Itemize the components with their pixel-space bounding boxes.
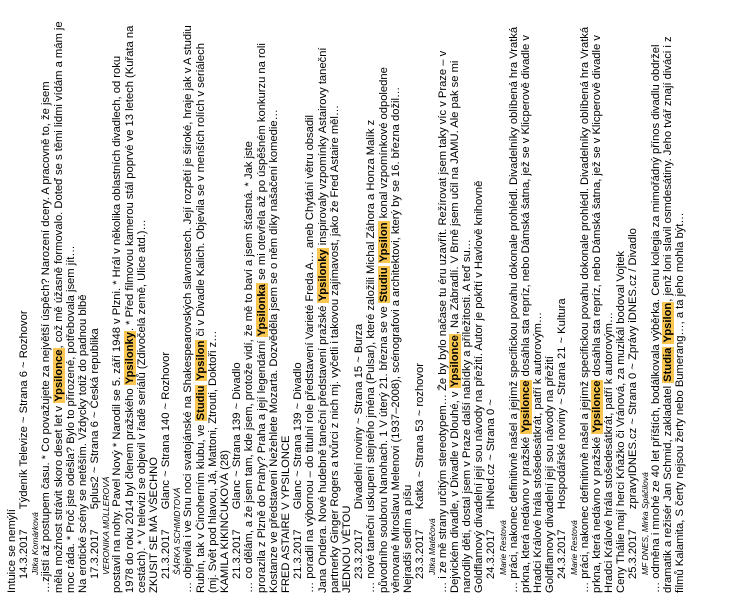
excerpt-line [111, 14, 123, 593]
excerpt-line [378, 14, 390, 593]
article-date: 21.3.2017 [231, 529, 244, 579]
excerpt-text: prkna, která nedávno v pražské [590, 433, 603, 593]
excerpt-line [268, 14, 280, 593]
excerpt-line [402, 14, 414, 593]
highlighted-keyword: Ypsilon [194, 340, 207, 381]
excerpt-text: , což mě úžasně formovalo. Doteď se s těmi lidmi vídám a mám je [52, 21, 65, 349]
article-date: 17.3.2017 [89, 529, 102, 579]
excerpt-text: (mj. Svět pod hlavou, Já, Mattoni, Ztrouti, Doktoři z… [206, 330, 219, 593]
article-source: Glanc ~ Strana 140 ~ Rozhovor [160, 351, 173, 510]
excerpt-text: 1978 do roku 2014 byl členem pražského [123, 385, 136, 593]
excerpt-text: FRED ASTAIRE V YPSILONCE [280, 435, 293, 593]
excerpt-text: Rubín, tak v Činoherním klubu, ve [194, 421, 207, 593]
article-source: Katka ~ Strana 53 ~ rozhovor [414, 363, 427, 510]
excerpt-text: ZKUSIT SE MÁ VŠECHNO [148, 457, 161, 593]
excerpt-text: prkna, která nedávno v pražské [519, 433, 532, 593]
excerpt-text: inspirovaly vzpomínky Astairovy taneční [316, 47, 329, 249]
article-entry [414, 14, 485, 593]
article-entry [353, 14, 414, 593]
article-author: ŠÁRKA SCHMIDTOVÁ [172, 487, 183, 575]
excerpt-line [449, 14, 461, 593]
excerpt-line [329, 14, 341, 593]
article-date: 21.3.2017 [160, 529, 173, 579]
excerpt-line [317, 14, 329, 593]
article-meta [627, 14, 639, 593]
excerpt-text: dosáhla sta repríz, nebo Dámská šatna, jež se v Klicperově divadle v [519, 35, 532, 380]
article-entry [231, 14, 292, 593]
excerpt-text: … práci, nakonec definitivně našel a jejímž specifickou povahu dokonale prohlédl. Divadelníky oblíbená hra Vratká [507, 26, 520, 593]
article-entry [627, 14, 686, 593]
excerpt-line [508, 14, 520, 593]
article-author: MF DNES, Mirka Spáčilová [639, 472, 650, 575]
excerpt-line [365, 14, 377, 593]
excerpt-text: … objevila i ve Snu noci svatojánské na Shakespearovských slavnostech. Její rozpětí je široké, hraje jak v A studiu [182, 25, 195, 593]
article-date: 23.3.2017 [414, 529, 427, 579]
excerpt-line [461, 14, 473, 593]
article-author: Jitka Matěčová [426, 518, 437, 575]
excerpt-text: věnované Miroslavu Melenovi (1937–2008), scénografovi a architektovi, který by se 16. března dožil… [389, 86, 402, 593]
excerpt-text: cestách). * V televizi se objevil v řadě seriálů (Zdivočelá země, Ulice atd.)… [135, 219, 148, 593]
excerpt-text: Ceny Thálie mají herci Kňažko či Vránová, za muzikál bodoval Vojtek [615, 250, 628, 593]
excerpt-text: Jana Ondera. Nové hudebně taneční představení pražské [316, 302, 329, 593]
highlighted-keyword: Ypsilonce [590, 380, 603, 433]
excerpt-line [65, 14, 77, 593]
excerpt-text: . * Před filmovou kamerou stál poprvé ve 13 letech (Kuřata na [123, 25, 136, 332]
highlighted-keyword: Ypsilonky [123, 332, 136, 385]
article-entry [6, 14, 89, 593]
excerpt-text [378, 263, 390, 266]
article-meta [414, 14, 426, 593]
excerpt-line [591, 14, 603, 593]
excerpt-text: dramatik a režisér Jan Schmid, zakladatel [661, 382, 674, 593]
excerpt-text: … nové taneční uskupení stejného jména (Pulsar), které založili Michal Záhora a Honza Malík z [365, 119, 378, 593]
article-source: Hospodářské noviny ~ Strana 21 ~ Kultura [556, 298, 569, 510]
article-source: Glanc ~ Strana 139 ~ Divadlo [292, 362, 305, 510]
article-source: zpravyIDNES.cz ~ Strana 0 ~ Zprávy iDNES.cz / Divadlo [627, 228, 640, 510]
excerpt-text: původního souboru Nanohach. 1 V úterý 21. března se ve [377, 303, 390, 593]
excerpt-line [40, 14, 52, 593]
article-meta [231, 14, 243, 593]
excerpt-line [124, 14, 136, 593]
article-date: 24.3.2017 [556, 529, 569, 579]
excerpt-line [532, 14, 544, 593]
excerpt-text: Hradci Králové hrála stošedesátkrát, patří k autorovým… [531, 311, 544, 593]
excerpt-line [207, 14, 219, 593]
excerpt-text: či v Divadle Kalich. Objevila se v menších rolích v seriálech [194, 43, 207, 340]
excerpt-text: Na erotické scény se netěším. Vždycky totiž do padnou blbě [77, 294, 90, 593]
excerpt-text: Hradci Králové hrála stošedesátkrát, patří k autorovým… [602, 311, 615, 593]
excerpt-line [544, 14, 556, 593]
excerpt-text: dosáhla sta repríz, nebo Dámská šatna, jež se v Klicperově divadle v [590, 35, 603, 380]
excerpt-text: … co dělám, a že jsem tam, kde jsem, protože vidí, že mě to baví a jsem šťastná. * Jak jste [243, 141, 256, 593]
article-meta [160, 14, 172, 593]
excerpt-line [304, 14, 316, 593]
highlighted-keyword: Ypsilonce [448, 335, 461, 388]
excerpt-line [53, 14, 65, 593]
article-source: 5plus2 ~ Strana 6 ~ Česká republika [89, 328, 102, 510]
excerpt-line [256, 14, 268, 593]
article-author: VERONIKA MÜLLEROVÁ [101, 476, 112, 575]
article-meta [89, 14, 101, 593]
excerpt-text: Goldflamový divadelní její sou návody na přežití. Autor je pokřtí v Havlově knihovně [473, 180, 486, 593]
excerpt-line [390, 14, 402, 593]
article-source: Divadelní noviny ~ Strana 15 ~ Burza [353, 323, 366, 510]
excerpt-line [148, 14, 160, 593]
excerpt-text: konal vzpomínkové odpoledne [377, 67, 390, 222]
article-date: 21.3.2017 [292, 529, 305, 579]
highlighted-keyword: Ypsilon [661, 302, 674, 343]
highlighted-keyword: Ypsilonce [519, 380, 532, 433]
excerpt-line [195, 14, 207, 593]
excerpt-line [520, 14, 532, 593]
highlighted-keyword: Studiu [377, 267, 390, 303]
excerpt-line [182, 14, 194, 593]
article-entry [89, 14, 160, 593]
excerpt-text: , Na Zábradlí. V Brně jsem učil na JAMU. Ale pak se mi [448, 60, 461, 335]
article-meta [292, 14, 304, 593]
highlighted-keyword: Ypsilonky [316, 249, 329, 302]
article-author: Marie Restová [497, 520, 508, 575]
article-date: 23.3.2017 [353, 529, 366, 579]
excerpt-text: prorazila z Plzně do Prahy? Praha a její legendární [255, 337, 268, 593]
article-meta [18, 14, 30, 593]
excerpt-text: Kostanze ve představení Nežehlete Mozarta. Dozvěděla jsem se o něm díky našačení komedie… [267, 109, 280, 593]
excerpt-text: JEDNOU VĚTOU [341, 505, 354, 593]
article-entry [160, 14, 231, 593]
excerpt-text: … poradil na výbornou – do titulní role představení Varieté Freda A… aneb Chytání větru obsadil [304, 114, 317, 593]
excerpt-text: Goldflamovy divadelní její sou návody na přežití [544, 356, 557, 593]
highlighted-keyword: Ypsiloncе [52, 349, 65, 402]
article-author: Jitka Komárková [30, 512, 41, 575]
article-date: 14.3.2017 [18, 529, 31, 579]
excerpt-text: měla možnost strávit skoro deset let v [52, 402, 65, 593]
excerpt-text: KAMILA KIKINČUKOVÁ (28) [219, 450, 232, 593]
article-entry [556, 14, 627, 593]
article-author: Marie Restová [568, 520, 579, 575]
excerpt-text: Nejradši sedím a píšu [402, 484, 415, 593]
excerpt-line [243, 14, 255, 593]
highlighted-keyword: Studiu [194, 385, 207, 421]
excerpt-text: postavil na nohy. Pavel Nový * Narodil se 5. září 1948 v Plzni. * Hrál v několika oblastních divadlech, od roku [111, 55, 124, 593]
excerpt-text: se mi otevřela až po úspěšném konkurzu na roli [255, 43, 268, 284]
article-entry [292, 14, 353, 593]
highlighted-keyword: Ypsilon [377, 222, 390, 263]
excerpt-text: … práci, nakonec definitivně našel a jejímž specifickou povahu dokonale prohlédl. Divadelníky oblíbená hra Vratká [578, 26, 591, 593]
article-source: iHNed.cz ~ Strana 0 ~ [485, 399, 498, 510]
excerpt-text: Dejvickém divadle, v Divadle v Dlouhé, v [448, 388, 461, 593]
article-source: Týdeník Televize ~ Strana 6 ~ Rozhovor [18, 310, 31, 510]
article-date: 25.3.2017 [627, 529, 640, 579]
excerpt-text: … i ze mě strany určitým stereotypem… Že by bylo načase tu éru uzavřít. Režírovat jsem taky víc v Praze – v [436, 50, 449, 593]
headline: Intuice se nemýlí [6, 509, 18, 593]
excerpt-text: moc ráda. * Proč jste odešla? Bylo to přirozené, potřebovala jsem jít… [64, 245, 77, 593]
highlighted-keyword: Ypsilonka [255, 284, 268, 337]
excerpt-text [195, 381, 207, 384]
excerpt-line [341, 14, 353, 593]
excerpt-line [579, 14, 591, 593]
excerpt-line [219, 14, 231, 593]
excerpt-line [437, 14, 449, 593]
excerpt-line [674, 14, 686, 593]
excerpt-line [136, 14, 148, 593]
excerpt-line [603, 14, 615, 593]
article-meta [556, 14, 568, 593]
excerpt-line [77, 14, 89, 593]
excerpt-text: filmů Kalamita, S čerty nejsou žerty nebo Bumerang…, a ta jeho mohla být… [673, 212, 686, 593]
excerpt-text: partnerky Ginger Rogers a tvůrci z nich mj. vyčetli i takovou zajímavost, jako že Fred Astaire měl… [328, 104, 341, 593]
article-source: Glanc ~ Strana 139 ~ Divadlo [231, 362, 244, 510]
article-entry [485, 14, 556, 593]
article-date: 24.3.2017 [485, 529, 498, 579]
highlighted-keyword: Studia [661, 347, 674, 382]
excerpt-line [280, 14, 292, 593]
excerpt-line [473, 14, 485, 593]
excerpt-line [615, 14, 627, 593]
excerpt-line [650, 14, 662, 593]
article-meta [353, 14, 365, 593]
excerpt-text: …zjistí až postupem času. * Co považujete za největší úspěch? Narození dcery. A pracovně to, že jsem [40, 81, 53, 593]
excerpt-text: … odměna i mnohé ze 40 let příštích, bodálkovala výběrka. Cenu kolegia za mimořádný přínos divadlu obdržel [649, 44, 662, 593]
article-meta [485, 14, 497, 593]
excerpt-line [662, 14, 674, 593]
excerpt-text: narodily děti, dostal jsem v Praze další nabídky a příležitosti. A teď su… [460, 239, 473, 593]
excerpt-text: , jenž loni slavil osmdesátiny. Jeho tvář znají diváci i z [661, 36, 674, 302]
